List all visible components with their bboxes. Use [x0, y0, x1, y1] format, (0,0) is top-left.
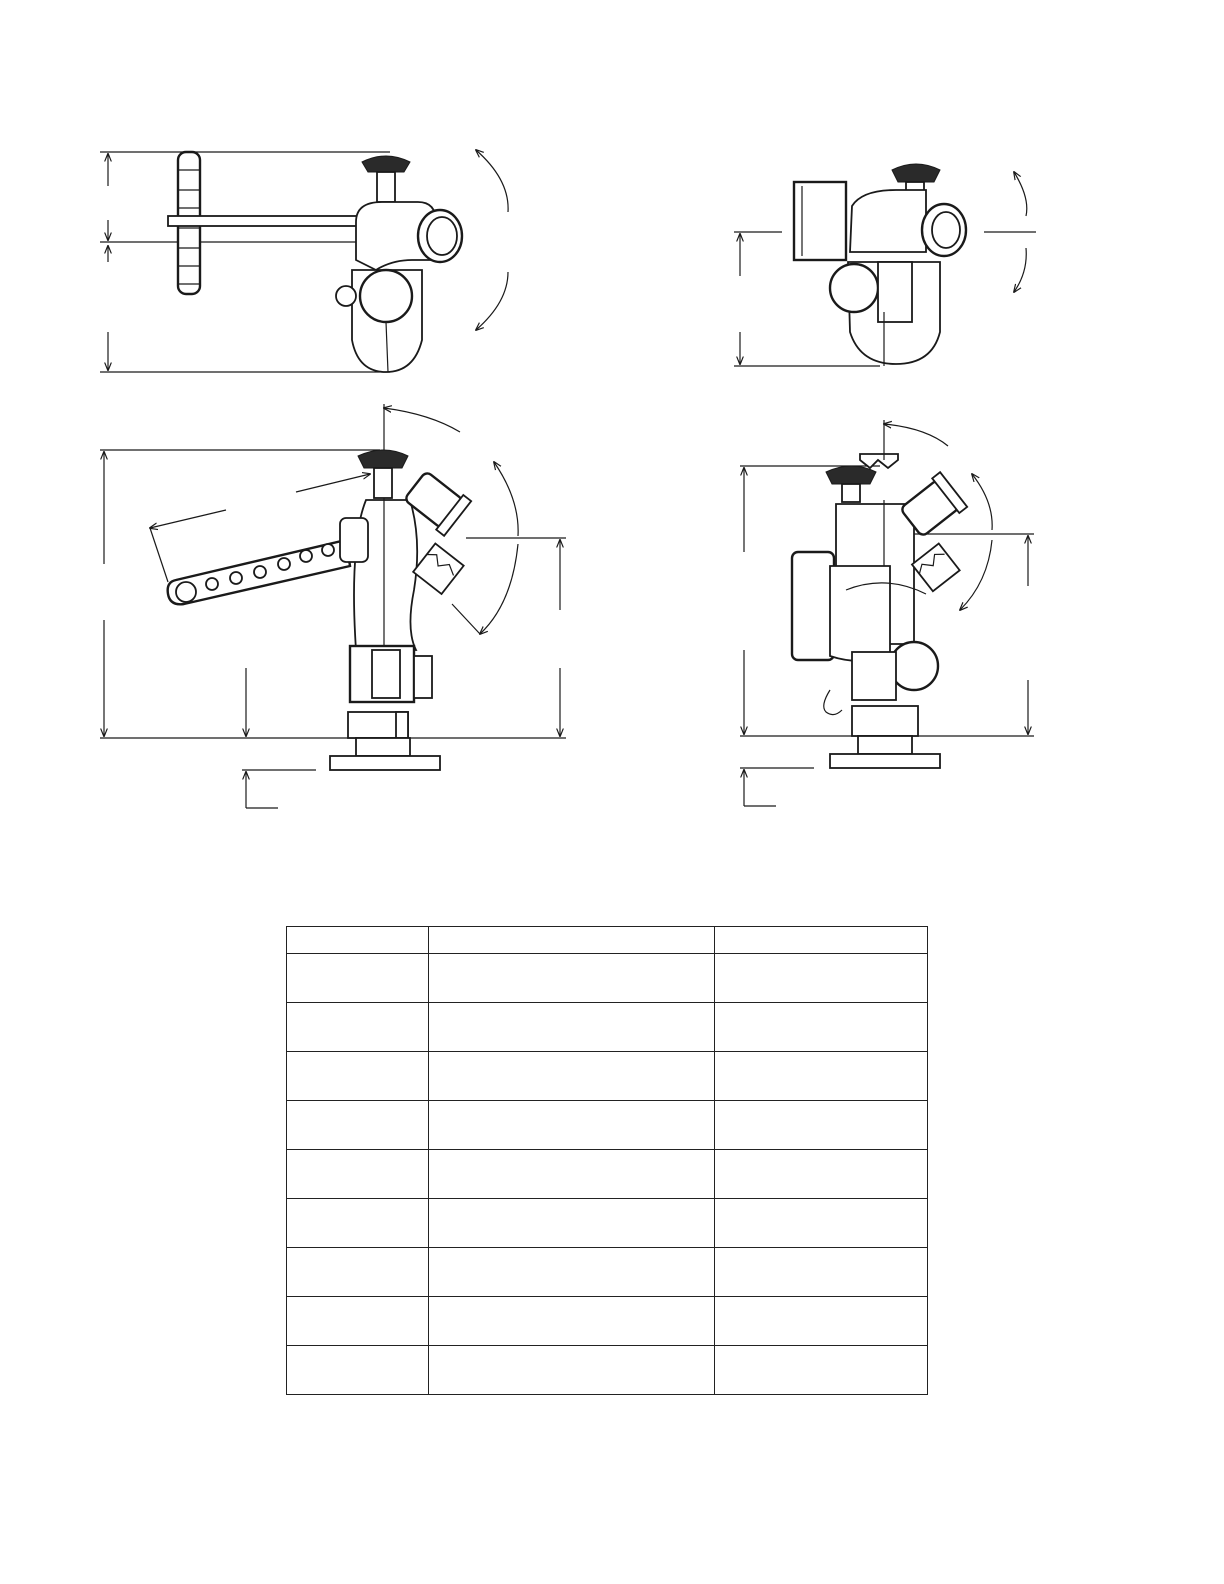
horizontal-pipe	[168, 216, 388, 226]
table-cell	[287, 1346, 429, 1395]
gear-cap	[360, 270, 412, 322]
table-cell	[429, 1052, 715, 1101]
table-cell	[287, 1248, 429, 1297]
table-row	[287, 1297, 928, 1346]
table-row	[287, 1199, 928, 1248]
column-header	[429, 927, 715, 954]
table-row	[287, 1052, 928, 1101]
specification-table	[286, 926, 928, 1395]
control-knob	[362, 156, 410, 202]
electric-motor	[792, 552, 834, 660]
table-row	[287, 1248, 928, 1297]
table-cell	[715, 1003, 928, 1052]
table-cell	[287, 1101, 429, 1150]
lower-outlet	[413, 544, 464, 595]
elevation-view-with-handle	[100, 404, 566, 808]
table-cell	[287, 954, 429, 1003]
table-header-row	[287, 927, 928, 954]
column-header	[715, 927, 928, 954]
table-row	[287, 1003, 928, 1052]
table-cell	[429, 1199, 715, 1248]
table-cell	[429, 1101, 715, 1150]
plan-view-with-motor	[734, 164, 1036, 366]
table-cell	[429, 1248, 715, 1297]
table-cell	[429, 1297, 715, 1346]
lever-handle	[168, 540, 350, 604]
table-cell	[715, 954, 928, 1003]
table-cell	[287, 1297, 429, 1346]
table-cell	[287, 1052, 429, 1101]
table-cell	[287, 1199, 429, 1248]
table-cell	[715, 1150, 928, 1199]
plan-view-with-pipe	[100, 150, 508, 372]
base-flange	[330, 756, 440, 770]
table-cell	[429, 1346, 715, 1395]
table-cell	[429, 1150, 715, 1199]
column-header	[287, 927, 429, 954]
table-cell	[715, 1199, 928, 1248]
electric-motor	[794, 182, 846, 260]
table-cell	[715, 1346, 928, 1395]
table-cell	[429, 1003, 715, 1052]
table-cell	[715, 1052, 928, 1101]
table-cell	[715, 1248, 928, 1297]
table-cell	[715, 1297, 928, 1346]
table-cell	[287, 1150, 429, 1199]
table-row	[287, 954, 928, 1003]
table-cell	[287, 1003, 429, 1052]
table-row	[287, 1101, 928, 1150]
table-row	[287, 1150, 928, 1199]
elevation-view-with-motor	[740, 420, 1034, 806]
outlet-nozzle	[418, 210, 462, 262]
table-row	[287, 1346, 928, 1395]
table-cell	[429, 954, 715, 1003]
table-cell	[715, 1101, 928, 1150]
outlet-nozzle	[922, 204, 966, 256]
